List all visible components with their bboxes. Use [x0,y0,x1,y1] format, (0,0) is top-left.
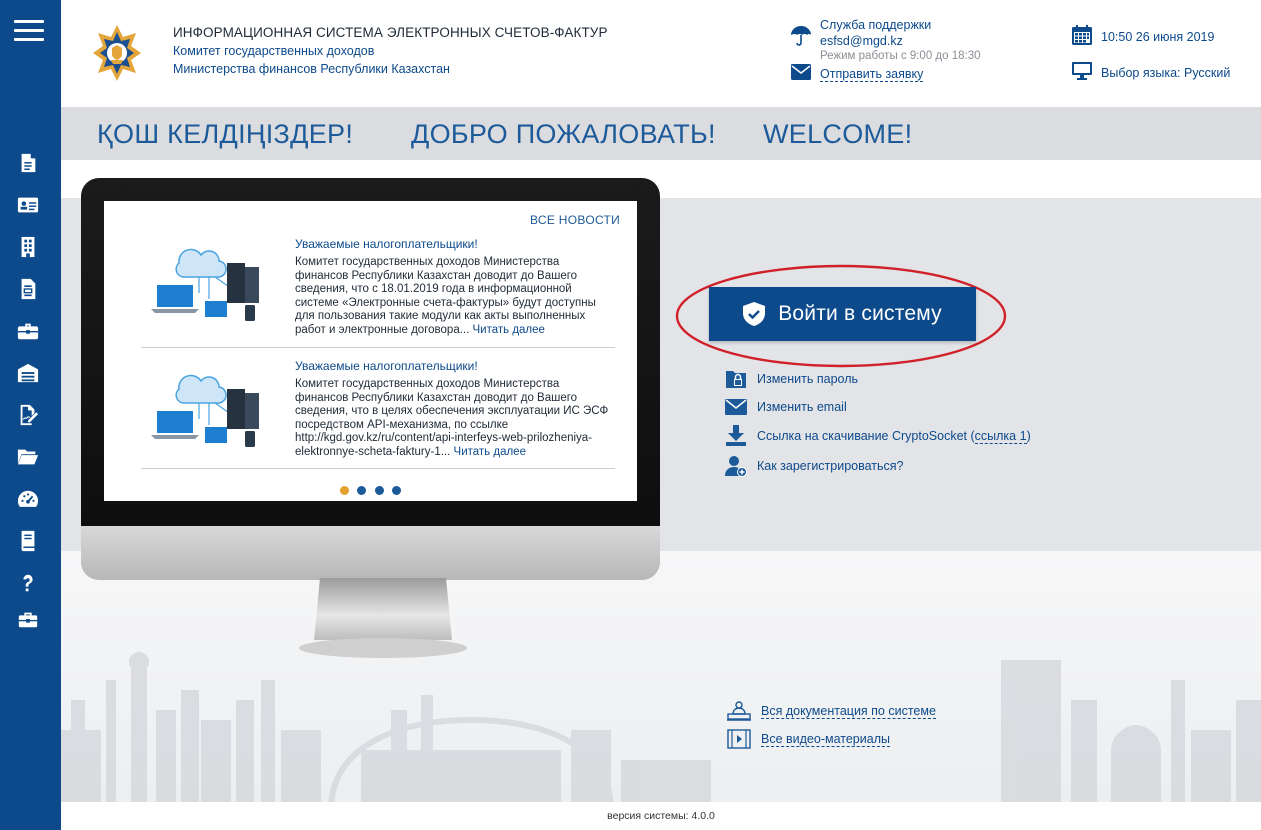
login-button-label: Войти в систему [778,302,942,325]
video-film-icon [727,729,751,749]
calendar-icon [1072,25,1092,45]
news-title[interactable]: Уважаемые налогоплательщики! [295,359,478,373]
folder-open-icon[interactable] [15,444,41,470]
news-text [295,256,613,338]
carousel-dots [340,482,405,492]
carousel-dot[interactable] [340,486,349,495]
cryptosocket-link-1[interactable]: ссылка 1 [974,428,1027,443]
how-to-register-label: Как зарегистрироваться? [757,459,904,473]
system-version: версия системы: 4.0.0 [607,810,715,822]
cryptosocket-label: Ссылка на скачивание CryptoSocket ( [757,429,975,443]
kgd-emblem-icon [92,24,142,82]
carousel-dot[interactable] [375,486,384,495]
envelope-icon [725,396,747,418]
support-email[interactable]: esfsd@mgd.kz [820,34,903,48]
city-skyline-image [61,640,1261,810]
current-datetime: 10:50 26 июня 2019 [1101,30,1215,44]
change-email-label: Изменить email [757,400,847,414]
news-body: Комитет государственных доходов Министерства финансов Республики Казахстан доводит до Вашего сведения, что с 18.01.2019 года в информационной системе «Электронные счета-фактуры» будут доступны для пользования такие модули как акты выполненных работ и электронные договора... [295,256,596,336]
support-title: Служба поддержки [820,18,932,32]
change-email-link[interactable] [725,396,847,418]
carousel-dot[interactable] [392,486,401,495]
welcome-banner [61,107,1261,160]
news-item [141,230,615,348]
monitor-icon [1072,62,1092,80]
all-news-link[interactable]: ВСЕ НОВОСТИ [530,213,621,227]
change-password-label: Изменить пароль [757,372,859,386]
book-icon[interactable] [15,528,41,554]
id-card-icon[interactable] [15,192,41,218]
welcome-russian: ДОБРО ПОЖАЛОВАТЬ! [411,119,716,149]
login-button[interactable] [709,287,976,341]
carousel-dot[interactable] [357,486,366,495]
menu-toggle-button[interactable] [14,20,44,42]
footer [61,802,1261,830]
sidebar [0,0,61,830]
news-text [295,378,613,460]
welcome-english: WELCOME! [763,119,913,149]
download-icon [725,425,747,447]
question-icon[interactable] [15,570,41,596]
cryptosocket-close-paren: ) [1026,429,1031,443]
documentation-label: Вся документация по системе [761,703,936,718]
header [61,0,1261,107]
cloud-network-image [149,359,267,449]
ministry-name: Министерства финансов Республики Казахстан [173,62,450,76]
toolbox-icon[interactable] [15,606,41,632]
signature-icon[interactable] [15,402,41,428]
user-add-icon [725,455,747,477]
building-icon[interactable] [15,234,41,260]
committee-name: Комитет государственных доходов [173,44,375,58]
read-more-link[interactable]: Читать далее [472,323,545,336]
monitor-stand [298,578,468,660]
language-select[interactable]: Выбор языка: Русский [1101,66,1231,80]
cloud-network-image [149,233,267,323]
documentation-link[interactable] [727,701,936,721]
briefcase-icon[interactable] [15,318,41,344]
how-to-register-link[interactable] [725,455,904,477]
support-hours: Режим работы с 9:00 до 18:30 [820,50,981,62]
shield-check-icon [743,302,765,326]
monitor-chin [81,526,660,580]
folder-lock-icon [725,368,747,390]
videos-link[interactable] [727,729,890,749]
dashboard-icon[interactable] [15,486,41,512]
news-screen [104,201,637,501]
videos-label: Все видео-материалы [761,731,890,746]
news-title[interactable]: Уважаемые налогоплательщики! [295,237,478,251]
system-title: ИНФОРМАЦИОННАЯ СИСТЕМА ЭЛЕКТРОННЫХ СЧЕТОВ-ФАКТУР [173,25,608,40]
send-request-link[interactable]: Отправить заявку [820,67,924,81]
warehouse-icon[interactable] [15,360,41,386]
presenter-icon [727,701,751,721]
change-password-link[interactable] [725,368,858,390]
welcome-kazakh: ҚОШ КЕЛДІҢІЗДЕР! [97,119,354,149]
invoice-icon[interactable] [15,276,41,302]
cryptosocket-download-row [725,425,1031,447]
mail-icon [791,64,811,80]
umbrella-icon [790,24,812,46]
news-body: Комитет государственных доходов Министерства финансов Республики Казахстан доводит до Вашего сведения, что в целях обеспечения эксплуатации ИС ЭСФ посредством API-механизма, по ссылке http://kgd.gov.kz/ru/content/api-interfeys-web-prilozheniya-elektronnye-scheta-faktury-1... [295,378,609,458]
news-item [141,349,615,469]
document-icon[interactable] [15,150,41,176]
read-more-link[interactable]: Читать далее [453,445,526,458]
